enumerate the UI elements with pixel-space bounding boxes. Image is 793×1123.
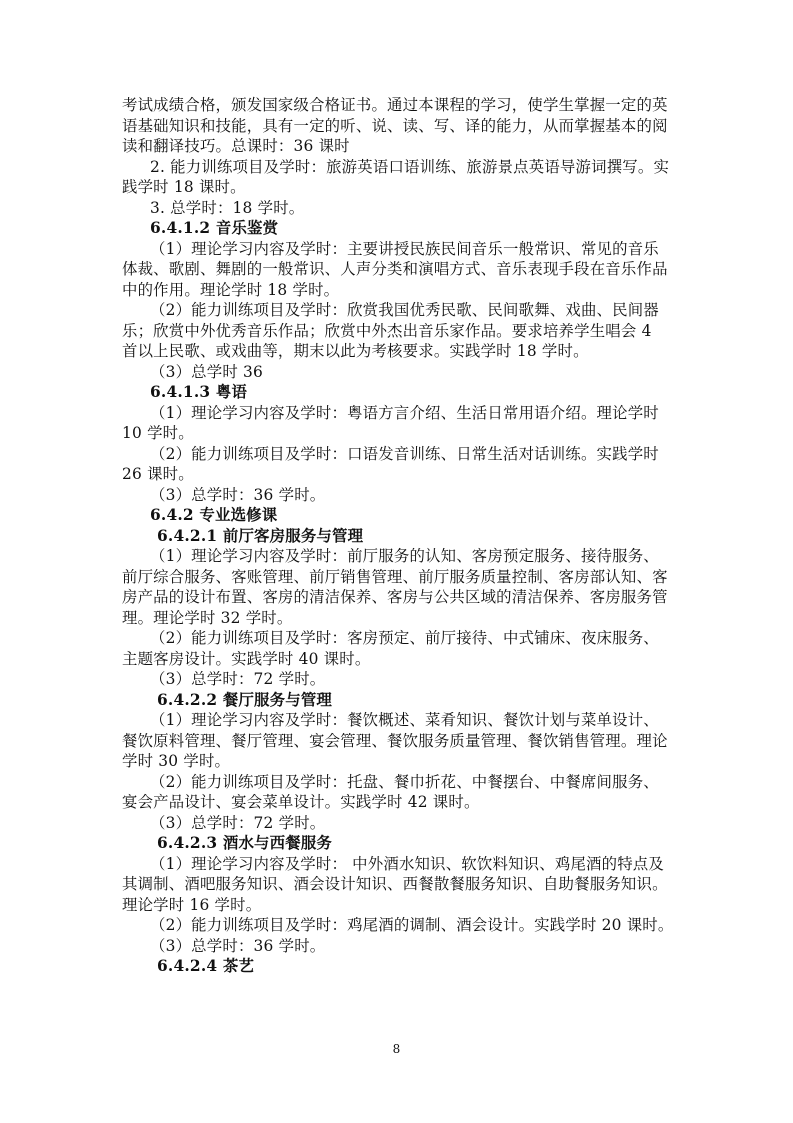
- section-heading: 6.4.1.2 音乐鉴赏: [150, 219, 279, 237]
- paragraph-line: 其调制、酒吧服务知识、酒会设计知识、西餐散餐服务知识、自助餐服务知识。: [122, 875, 668, 893]
- section-heading: 6.4.2.4 茶艺: [157, 957, 255, 975]
- paragraph-line: 10 学时。: [122, 424, 194, 442]
- paragraph-line: （3）总学时：36 学时。: [150, 485, 326, 504]
- paragraph-line: （3）总学时：72 学时。: [150, 813, 326, 832]
- paragraph-line: 前厅综合服务、客账管理、前厅销售管理、前厅服务质量控制、客房部认知、客: [122, 567, 668, 586]
- paragraph-line: 读和翻译技巧。总课时：36 课时: [122, 137, 350, 155]
- paragraph-line: （1）理论学习内容及学时：前厅服务的认知、客房预定服务、接待服务、: [150, 547, 659, 565]
- paragraph-line: （2）能力训练项目及学时：鸡尾酒的调制、酒会设计。实践学时 20 课时。: [150, 916, 674, 934]
- paragraph-line: （1）理论学习内容及学时：主要讲授民族民间音乐一般常识、常见的音乐: [150, 239, 659, 258]
- paragraph-line: 中的作用。理论学时 18 学时。: [122, 280, 340, 299]
- paragraph-line: （3）总学时：36 学时。: [150, 936, 326, 955]
- page-number: 8: [392, 1042, 401, 1056]
- paragraph-line: （2）能力训练项目及学时：欣赏我国优秀民歌、民间歌舞、戏曲、民间器: [150, 301, 659, 319]
- paragraph-line: 2. 能力训练项目及学时：旅游英语口语训练、旅游景点英语导游词撰写。实: [150, 157, 670, 176]
- paragraph-line: 语基础知识和技能，具有一定的听、说、读、写、译的能力，从而掌握基本的阅: [122, 116, 668, 135]
- paragraph-line: （3）总学时 36: [150, 362, 264, 381]
- paragraph-line: 首以上民歌、或戏曲等，期末以此为考核要求。实践学时 18 学时。: [122, 342, 589, 360]
- section-heading: 6.4.2 专业选修课: [150, 506, 278, 524]
- paragraph-line: 主题客房设计。实践学时 40 课时。: [122, 649, 371, 668]
- paragraph-line: （1）理论学习内容及学时：餐饮概述、菜肴知识、餐饮计划与菜单设计、: [150, 711, 659, 729]
- section-heading: 6.4.2.1 前厅客房服务与管理: [157, 526, 364, 545]
- paragraph-line: （2）能力训练项目及学时：托盘、餐巾折花、中餐摆台、中餐席间服务、: [150, 772, 659, 791]
- paragraph-line: 乐；欣赏中外优秀音乐作品；欣赏中外杰出音乐家作品。要求培养学生唱会 4: [122, 321, 652, 340]
- paragraph-line: 3. 总学时：18 学时。: [150, 198, 305, 217]
- section-heading: 6.4.2.2 餐厅服务与管理: [157, 690, 333, 709]
- section-heading: 6.4.2.3 酒水与西餐服务: [157, 834, 333, 852]
- paragraph-line: （1）理论学习内容及学时： 中外酒水知识、软饮料知识、鸡尾酒的特点及: [150, 854, 664, 873]
- paragraph-line: （2）能力训练项目及学时：客房预定、前厅接待、中式铺床、夜床服务、: [150, 629, 659, 647]
- paragraph-line: 践学时 18 课时。: [122, 178, 246, 196]
- paragraph-line: （3）总学时：72 学时。: [150, 670, 326, 688]
- paragraph-line: 宴会产品设计、宴会菜单设计。实践学时 42 课时。: [122, 793, 480, 811]
- paragraph-line: 考试成绩合格，颁发国家级合格证书。通过本课程的学习，使学生掌握一定的英: [122, 96, 668, 114]
- paragraph-line: 学时 30 学时。: [122, 752, 231, 770]
- paragraph-line: 餐饮原料管理、餐厅管理、宴会管理、餐饮服务质量管理、餐饮销售管理。理论: [122, 731, 668, 750]
- paragraph-line: 理论学时 16 学时。: [122, 895, 262, 914]
- paragraph-line: 房产品的设计布置、客房的清洁保养、客房与公共区域的清洁保养、客房服务管: [122, 588, 668, 606]
- paragraph-line: 26 课时。: [122, 465, 194, 483]
- section-heading: 6.4.1.3 粤语: [150, 383, 248, 401]
- paragraph-line: 体裁、歌剧、舞剧的一般常识、人声分类和演唱方式、音乐表现手段在音乐作品: [122, 260, 668, 278]
- paragraph-line: （1）理论学习内容及学时：粤语方言介绍、生活日常用语介绍。理论学时: [150, 403, 659, 422]
- paragraph-line: （2）能力训练项目及学时：口语发音训练、日常生活对话训练。实践学时: [150, 444, 659, 463]
- paragraph-line: 理。理论学时 32 学时。: [122, 608, 293, 627]
